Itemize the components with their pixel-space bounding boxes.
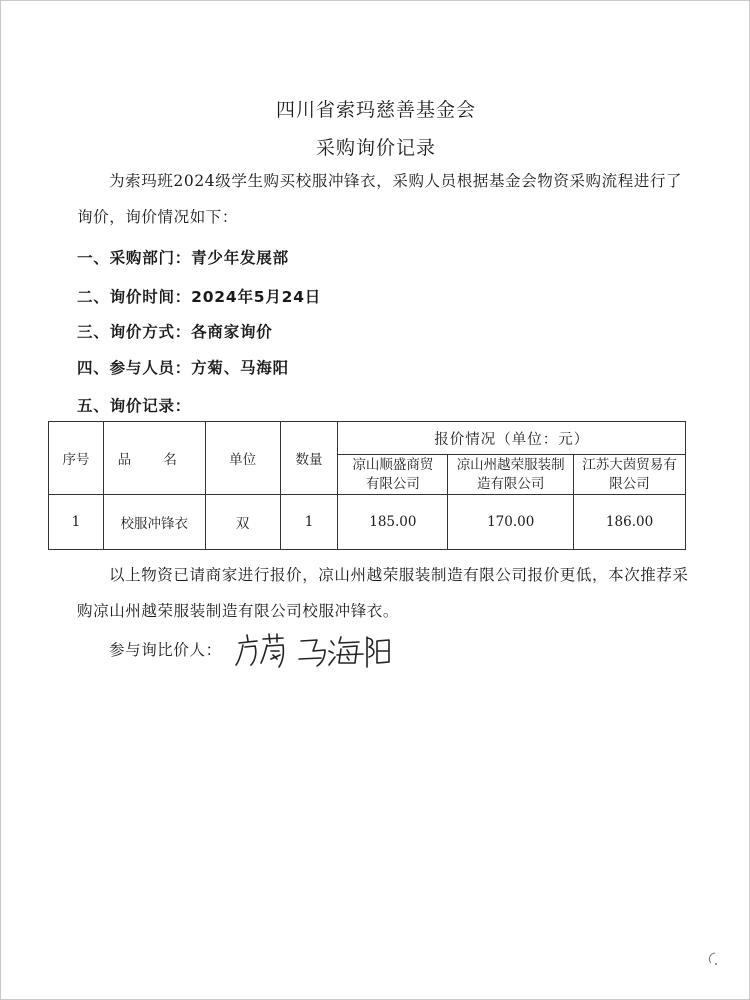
info-label: 三、询价方式： [77,323,192,341]
cell-price-2: 170.00 [448,495,574,550]
info-label: 五、询价记录： [77,397,192,415]
conclusion-paragraph: 以上物资已请商家进行报价，凉山州越荣服装制造有限公司报价更低，本次推荐采购凉山州越荣服装制造有限公司校服冲锋衣。 [77,566,689,620]
scan-mark-icon [705,951,721,967]
info-item-participants [77,356,289,378]
info-item-method [77,320,273,342]
info-value: 青少年发展部 [191,249,289,267]
info-label: 四、参与人员： [77,359,192,377]
header-vendor-3: 江苏大茵贸易有限公司 [574,455,686,495]
cell-qty: 1 [280,495,338,550]
header-vendor-2: 凉山州越荣服装制造有限公司 [448,455,574,495]
header-qty: 数量 [280,422,338,495]
quote-table [48,421,686,550]
cell-unit: 双 [205,495,280,550]
cell-no: 1 [49,495,104,550]
info-item-records [77,394,191,416]
header-no: 序号 [49,422,104,495]
info-value: 方菊、马海阳 [191,359,289,377]
signature-label: 参与询比价人： [109,641,222,659]
document-title: 四川省索玛慈善基金会 [275,99,476,121]
header-name: 品 名 [103,422,205,495]
info-value: 2024年5月24日 [191,288,322,306]
cell-price-1: 185.00 [338,495,448,550]
header-quote-group: 报价情况（单位：元） [338,422,686,455]
info-item-date [77,285,321,307]
cell-name: 校服冲锋衣 [103,495,205,550]
header-vendor-1: 凉山顺盛商贸有限公司 [338,455,448,495]
info-item-department [77,246,289,268]
info-label: 二、询价时间： [77,288,192,306]
cell-price-3: 186.00 [574,495,686,550]
info-value: 各商家询价 [191,323,273,341]
table-row [49,495,686,550]
info-label: 一、采购部门： [77,249,192,267]
document-subtitle: 采购询价记录 [315,137,436,159]
header-unit: 单位 [205,422,280,495]
handwritten-signature [233,629,393,671]
intro-paragraph: 为索玛班2024级学生购买校服冲锋衣，采购人员根据基金会物资采购流程进行了询价，询价情况如下： [77,172,683,226]
